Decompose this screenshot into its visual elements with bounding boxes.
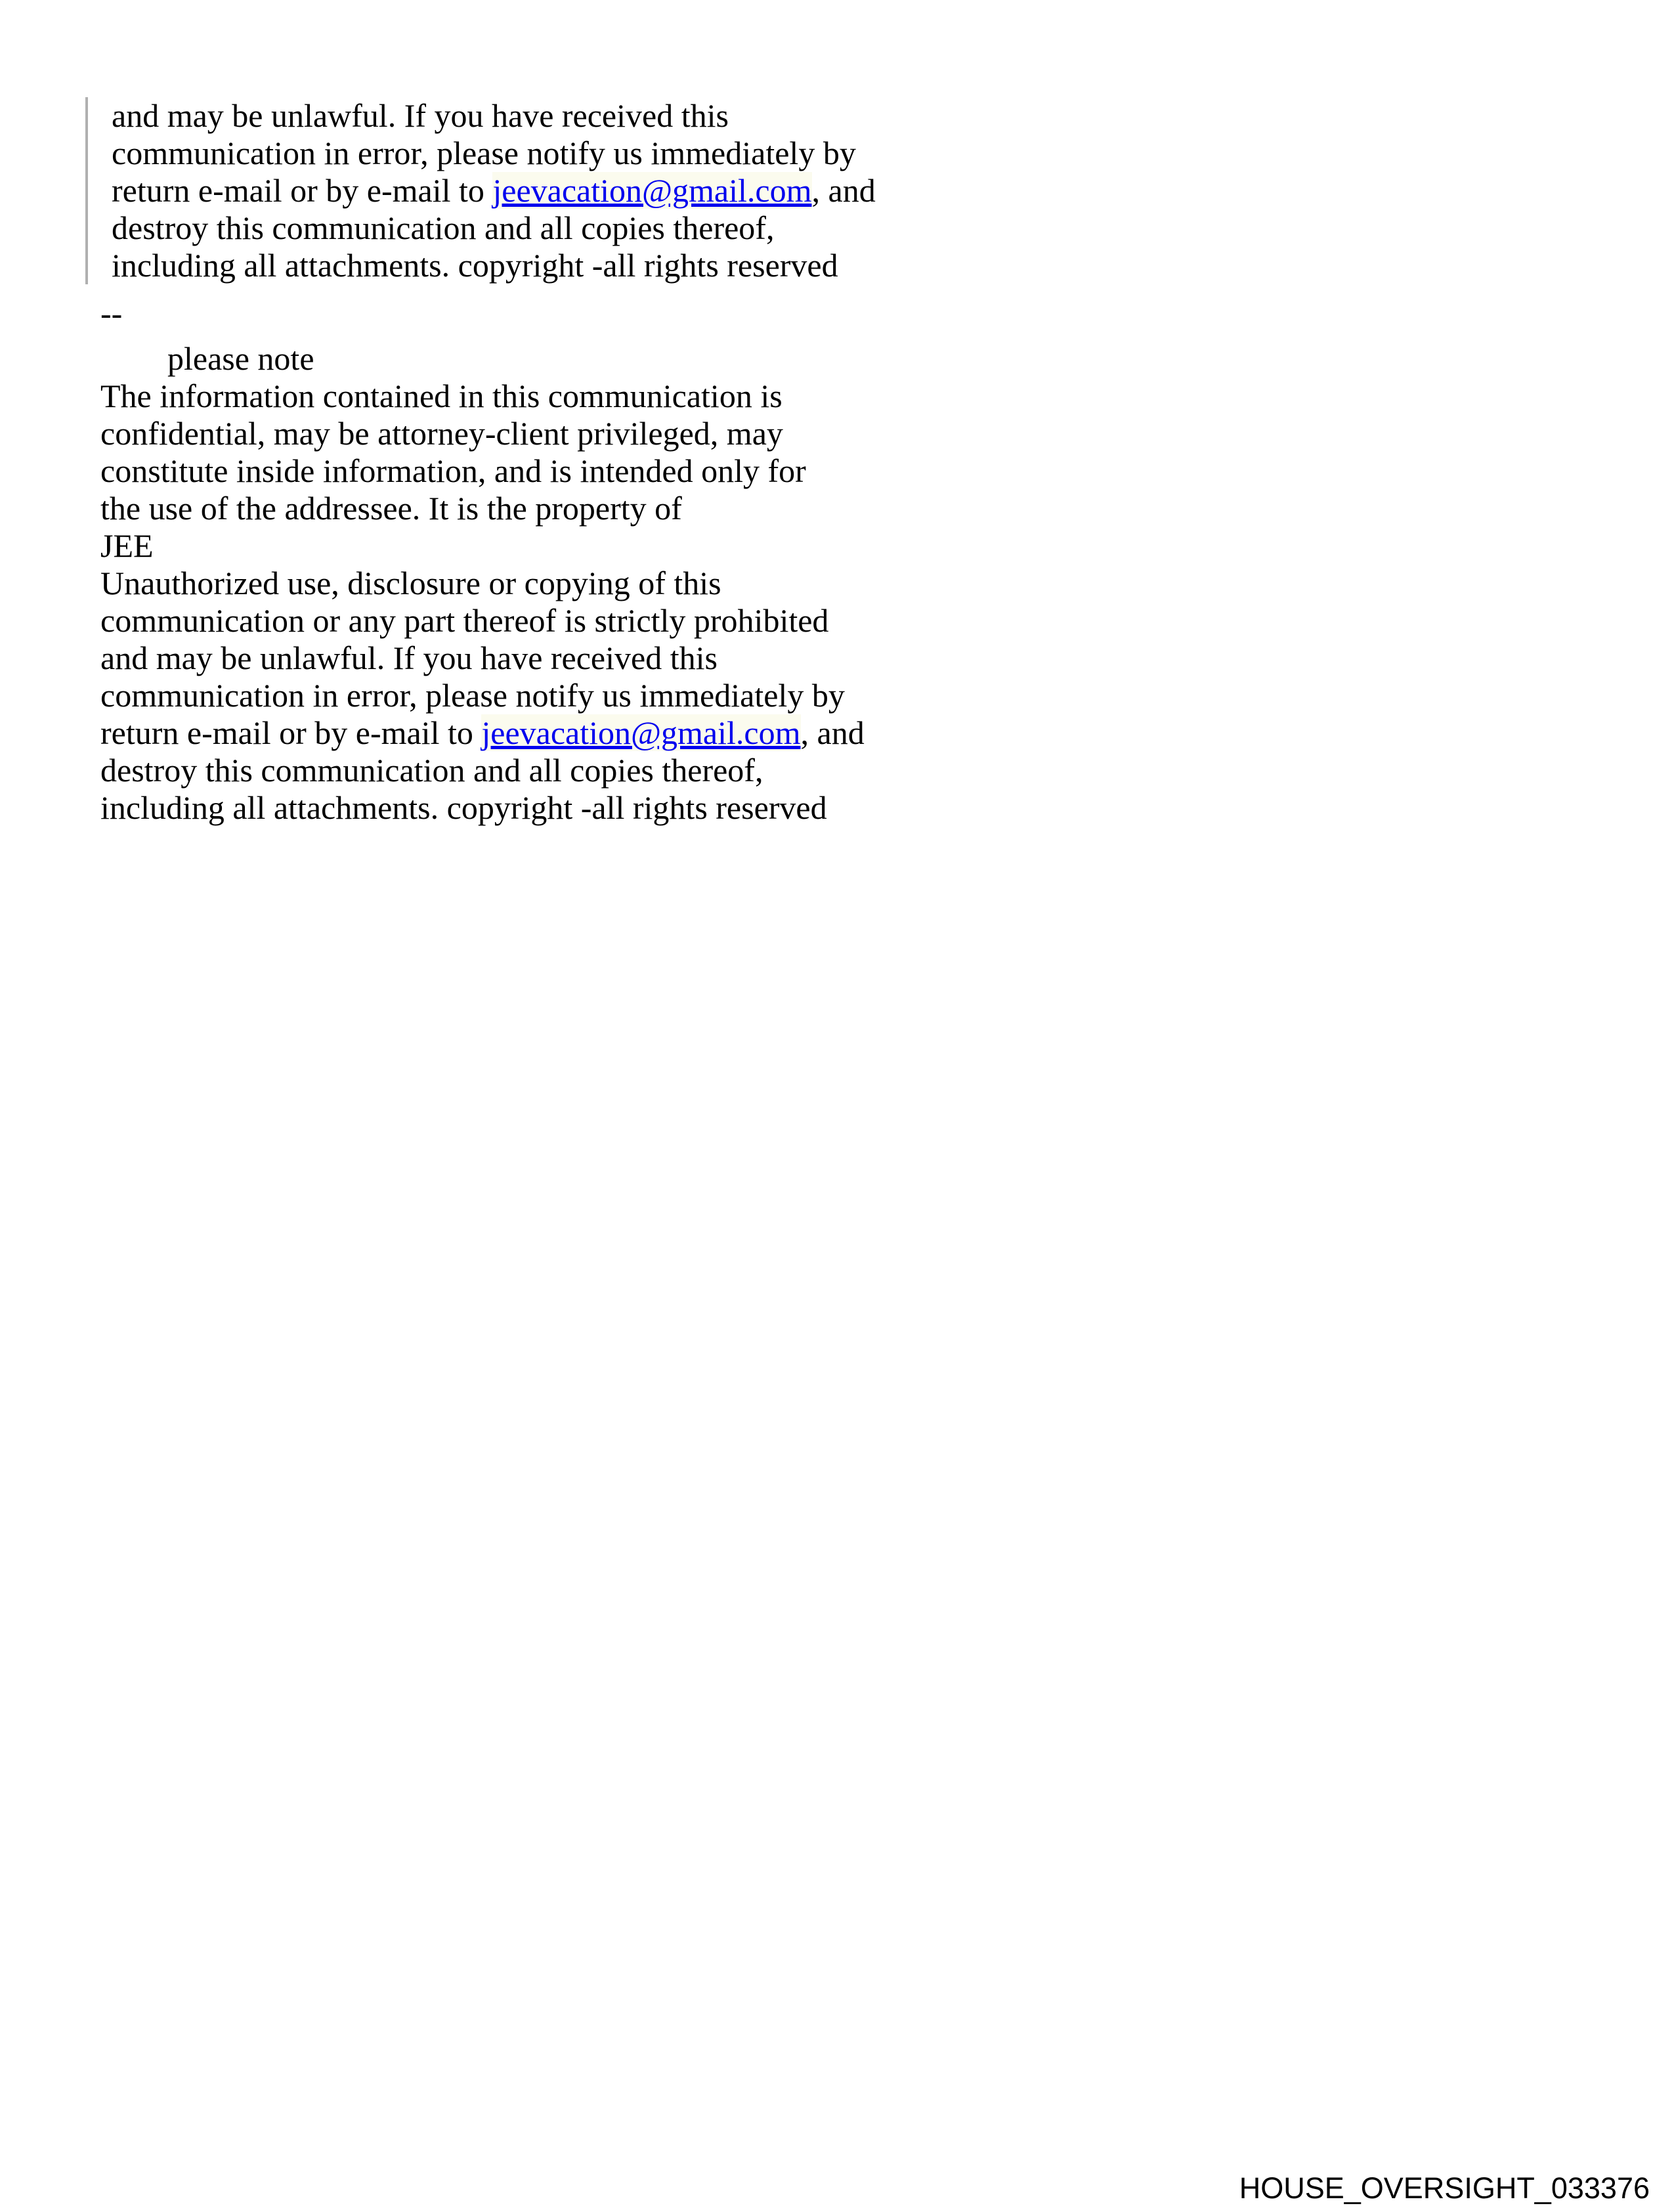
text-segment: the use of the addressee. It is the property of bbox=[100, 490, 682, 527]
text-segment: destroy this communication and all copies thereof, bbox=[100, 752, 763, 789]
text-segment: including all attachments. copyright -all rights reserved bbox=[100, 789, 827, 826]
text-line bbox=[112, 172, 1085, 209]
quoted-text-block bbox=[85, 97, 1085, 284]
text-line bbox=[100, 452, 1085, 490]
text-line bbox=[100, 714, 1085, 752]
text-segment: , and bbox=[811, 172, 876, 209]
text-segment: constitute inside information, and is intended only for bbox=[100, 452, 806, 489]
text-line bbox=[100, 789, 1085, 827]
text-line bbox=[112, 209, 1085, 247]
text-line bbox=[112, 97, 1085, 135]
disclaimer-block bbox=[100, 340, 1085, 827]
signature-separator: -- bbox=[100, 295, 123, 332]
text-segment: return e-mail or by e-mail to bbox=[100, 714, 482, 751]
text-segment: including all attachments. copyright -all rights reserved bbox=[112, 247, 838, 284]
text-segment: and may be unlawful. If you have received this bbox=[100, 640, 718, 676]
text-segment: return e-mail or by e-mail to bbox=[112, 172, 493, 209]
email-link[interactable]: jeevacation@gmail.com bbox=[481, 714, 801, 751]
text-line bbox=[100, 415, 1085, 452]
text-segment: The information contained in this communication is bbox=[100, 378, 783, 414]
text-segment: Unauthorized use, disclosure or copying of this bbox=[100, 565, 721, 601]
text-segment: communication or any part thereof is strictly prohibited bbox=[100, 602, 829, 639]
text-line bbox=[100, 378, 1085, 415]
text-line bbox=[100, 677, 1085, 714]
text-segment: , and bbox=[800, 714, 865, 751]
text-segment: communication in error, please notify us immediately by bbox=[100, 677, 845, 714]
text-line bbox=[100, 752, 1085, 789]
text-segment: and may be unlawful. If you have received this bbox=[112, 97, 729, 134]
text-line bbox=[100, 565, 1085, 602]
text-line bbox=[100, 602, 1085, 640]
text-segment: destroy this communication and all copies thereof, bbox=[112, 209, 775, 246]
text-line bbox=[100, 527, 1085, 565]
bates-number: HOUSE_OVERSIGHT_033376 bbox=[1239, 2171, 1650, 2205]
text-line bbox=[100, 340, 1085, 378]
text-line bbox=[100, 640, 1085, 677]
email-link[interactable]: jeevacation@gmail.com bbox=[492, 172, 812, 209]
text-line bbox=[100, 490, 1085, 527]
email-body bbox=[100, 97, 1085, 827]
text-segment: communication in error, please notify us immediately by bbox=[112, 135, 856, 171]
text-segment: please note bbox=[167, 340, 314, 377]
text-segment: JEE bbox=[100, 527, 154, 564]
text-line bbox=[112, 247, 1085, 284]
text-line bbox=[112, 135, 1085, 172]
text-segment: confidential, may be attorney-client privileged, may bbox=[100, 415, 783, 452]
